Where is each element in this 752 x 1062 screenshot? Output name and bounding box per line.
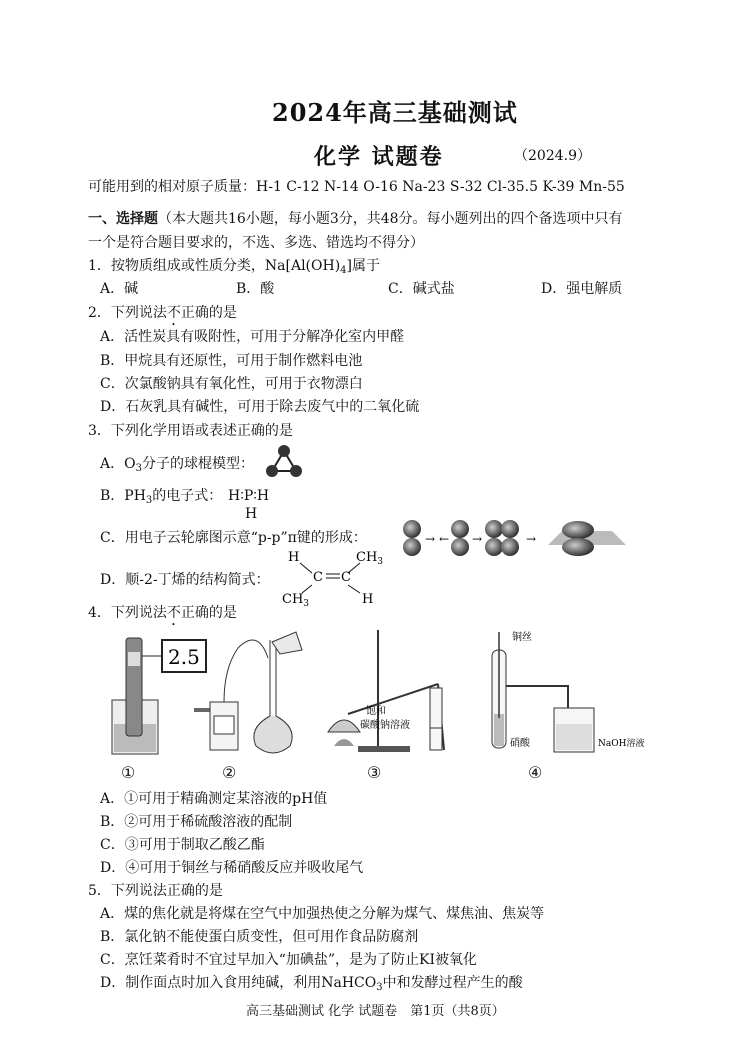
copper-wire-label: 铜丝 [512, 632, 532, 643]
ester-label-2: 碳酸钠溶液 [360, 720, 410, 731]
q1-stem [88, 257, 380, 280]
p-p-pi-bond-orbital-diagram [398, 515, 630, 561]
q2-stem-pre: 2．下列说法 [88, 305, 167, 321]
section-desc-1: （本大题共16小题，每小题3分，共48分。每小题列出的四个备选项中只有 [158, 211, 623, 227]
copper-nitric-acid-apparatus [492, 630, 644, 752]
atomic-masses: 可能用到的相对原子质量：H-1 C-12 N-14 O-16 Na-23 S-32 Cl-35.5 K-39 Mn-55 [88, 179, 625, 195]
structure-ch3-right: $CH_3$ [356, 550, 384, 567]
structure-h-left: H [288, 550, 300, 565]
q4-option-c: C．③可用于制取乙酸乙酯 [100, 837, 265, 853]
q4-stem-emph: 不 [166, 605, 181, 621]
q5-option-a: A．煤的焦化就是将煤在空气中加强热使之分解为煤气、煤焦油、焦炭等 [100, 906, 545, 922]
q4-option-a: A．①可用于精确测定某溶液的pH值 [100, 791, 328, 807]
q5-option-b: B．氯化钠不能使蛋白质变性，但可用作食品防腐剂 [100, 929, 419, 945]
q3-option-b [100, 487, 222, 510]
q2-stem-emph: 不 [166, 305, 181, 321]
q3-option-d: D．顺-2-丁烯的结构简式： [100, 572, 270, 588]
q1-sub: 4 [340, 265, 347, 276]
figure-label-1: ① [121, 763, 136, 782]
q1-option-b: B．酸 [236, 281, 275, 297]
q2-option-c: C．次氯酸钠具有氧化性，可用于衣物漂白 [100, 376, 363, 392]
ph3-electron-formula: H∶P∶H [228, 488, 270, 504]
q4-stem-post: 正确的是 [180, 605, 237, 621]
q4-option-b: B．②可用于稀硫酸溶液的配制 [100, 814, 293, 830]
q1-option-d: D．强电解质 [541, 281, 623, 297]
svg-text:→: → [425, 532, 436, 546]
q3-b-pre: B．PH [100, 488, 146, 504]
q1-option-a: A．碱 [100, 281, 139, 297]
page-subtitle: 化学 试题卷 [314, 144, 444, 170]
ethyl-acetate-apparatus [328, 630, 444, 752]
q2-option-a: A．活性炭具有吸附性，可用于分解净化室内甲醛 [100, 329, 405, 345]
structure-c-right: C [341, 570, 351, 585]
exam-date: （2024.9） [514, 148, 591, 164]
nitric-acid-label: 硝酸 [510, 738, 530, 749]
ester-label-1: 饱和 [366, 706, 386, 717]
q4-stem-pre: 4．下列说法 [88, 605, 167, 621]
cis-2-butene-structure [282, 547, 392, 607]
q1-option-c: C．碱式盐 [388, 281, 455, 297]
q2-option-b: B．甲烷具有还原性，可用于制作燃料电池 [100, 353, 363, 369]
section-heading: 一、选择题 [88, 211, 158, 227]
q5-d-sub: 3 [376, 982, 383, 993]
q5-option-d [100, 974, 523, 997]
q1-prefix: 1．按物质组成或性质分类，Na[Al(OH) [88, 258, 341, 274]
q2-stem [88, 304, 237, 329]
ozone-ball-stick-model [264, 443, 304, 479]
q5-d-post: 中和发酵过程产生的酸 [382, 975, 523, 991]
q4-stem [88, 604, 237, 629]
section-desc-2: 一个是符合题目要求的，不选、多选、错选均不得分） [88, 235, 424, 251]
figure-label-3: ③ [367, 763, 382, 782]
ph-meter-apparatus [112, 638, 206, 754]
q3-stem: 3．下列化学用语或表述正确的是 [88, 423, 293, 439]
structure-c-left: C [313, 570, 323, 585]
ph-reading-display: 2.5 [168, 645, 200, 669]
q3-b-post: 的电子式： [152, 488, 223, 504]
naoh-label: NaOH溶液 [598, 739, 645, 749]
structure-ch3-left: $CH_3$ [282, 592, 310, 607]
q3-option-a [100, 455, 254, 478]
q3-b-sub: 3 [145, 495, 153, 506]
page-footer: 高三基础测试 化学 试题卷 第1页（共8页） [246, 1004, 505, 1019]
q5-d-pre: D．制作面点时加入食用纯碱，利用NaHCO [100, 975, 377, 991]
q2-option-d: D．石灰乳具有碱性，可用于除去废气中的二氧化硫 [100, 399, 420, 415]
q2-stem-post: 正确的是 [180, 305, 237, 321]
svg-text:→: → [472, 532, 483, 546]
q5-option-c: C．烹饪菜肴时不宜过早加入“加碘盐”，是为了防止KI被氧化 [100, 952, 478, 968]
q1-suffix: ]属于 [346, 258, 381, 274]
volumetric-flask-apparatus [194, 632, 302, 753]
q3-a-pre: A．O [100, 456, 136, 472]
ph3-electron-formula-h: H [245, 506, 258, 522]
q3-a-sub: 3 [135, 463, 142, 474]
figure-label-4: ④ [528, 763, 543, 782]
section-heading-row [88, 210, 623, 228]
svg-text:→: → [526, 532, 537, 546]
q3-option-c: C．用电子云轮廓图示意“p-p”π键的形成： [100, 530, 367, 546]
q3-a-post: 分子的球棍模型： [141, 456, 254, 472]
structure-h-right: H [362, 592, 374, 607]
q5-stem: 5．下列说法正确的是 [88, 883, 223, 899]
page-title: 2024年高三基础测试 [272, 98, 518, 127]
figure-label-2: ② [222, 763, 237, 782]
q4-option-d: D．④可用于铜丝与稀硝酸反应并吸收尾气 [100, 860, 364, 876]
apparatus-figure [108, 628, 668, 758]
svg-text:←: ← [439, 532, 450, 546]
